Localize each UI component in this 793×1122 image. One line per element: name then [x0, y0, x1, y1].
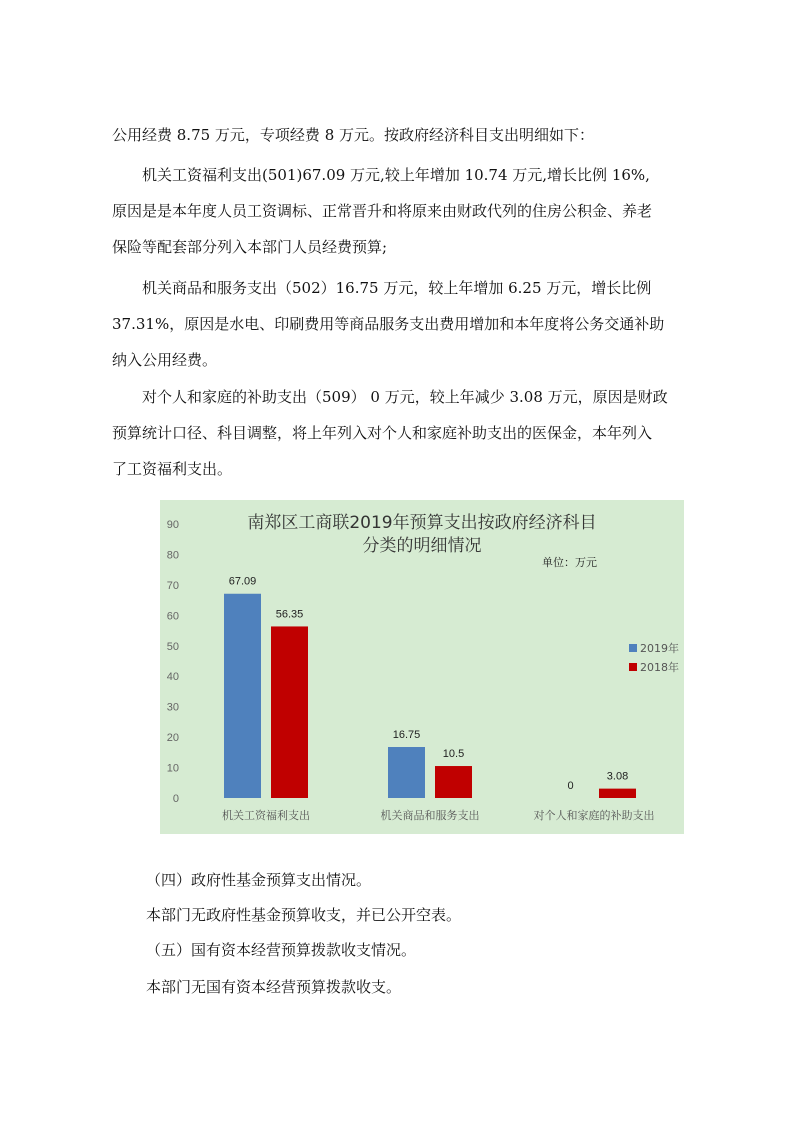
text-line: 了工资福利支出。	[112, 460, 233, 478]
paragraph-502	[112, 270, 692, 378]
section-5-body: 本部门无国有资本经营预算拨款收支。	[146, 978, 402, 996]
text-line: 保险等配套部分列入本部门人员经费预算;	[112, 238, 388, 256]
bar-2018	[599, 789, 636, 798]
y-tick-label: 30	[166, 701, 179, 714]
y-tick-label: 90	[166, 519, 179, 531]
data-label: 0	[567, 780, 574, 792]
text-line: 纳入公用经费。	[112, 351, 218, 369]
x-category-label: 对个人和家庭的补助支出	[533, 809, 655, 822]
bar-chart	[160, 500, 684, 834]
y-tick-label: 60	[166, 610, 179, 623]
text-line: 37.31%，原因是水电、印刷费用等商品服务支出费用增加和本年度将公务交通补助	[112, 315, 665, 333]
y-tick-label: 50	[166, 640, 179, 653]
y-tick-label: 70	[166, 579, 179, 592]
y-tick-label: 80	[166, 549, 179, 562]
section-5-title: （五）国有资本经营预算拨款收支情况。	[146, 941, 417, 959]
data-label: 10.5	[442, 748, 465, 761]
bar-2018	[435, 766, 472, 798]
text-line: 公用经费 8.75 万元，专项经费 8 万元。按政府经济科目支出明细如下：	[112, 126, 595, 144]
section-4-title: （四）政府性基金预算支出情况。	[146, 871, 372, 889]
y-tick-label: 20	[166, 732, 179, 745]
data-label: 56.35	[275, 608, 304, 621]
y-tick-label: 10	[166, 762, 179, 775]
text-line: 预算统计口径、科目调整，将上年列入对个人和家庭补助支出的医保金，本年列入	[112, 424, 653, 442]
chart-svg	[160, 500, 684, 834]
y-tick-label: 40	[166, 671, 179, 684]
bar-2018	[271, 626, 308, 798]
legend-swatch	[629, 644, 637, 652]
chart-title-line-2: 分类的明细情况	[362, 536, 482, 556]
section-4-body: 本部门无政府性基金预算收支，并已公开空表。	[146, 906, 462, 924]
x-category-label: 机关工资福利支出	[222, 809, 310, 822]
data-label: 67.09	[228, 575, 257, 588]
text-line: 机关商品和服务支出（502）16.75 万元，较上年增加 6.25 万元，增长比例	[142, 279, 652, 297]
legend-label: 2018年	[640, 661, 679, 674]
y-tick-label: 0	[172, 793, 179, 805]
data-label: 16.75	[392, 729, 421, 742]
bar-2019	[224, 594, 261, 798]
legend-label: 2019年	[640, 642, 679, 655]
text-line: 原因是是本年度人员工资调标、正常晋升和将原来由财政代列的住房公积金、养老	[112, 202, 653, 220]
paragraph-501	[112, 157, 692, 265]
paragraph-top	[112, 117, 692, 153]
legend-swatch	[629, 663, 637, 671]
bar-2019	[388, 747, 425, 798]
text-line: 机关工资福利支出(501)67.09 万元,较上年增加 10.74 万元,增长比例 16%,	[142, 166, 650, 184]
paragraph-509	[112, 379, 692, 487]
chart-title-line-1: 南郑区工商联2019年预算支出按政府经济科目	[247, 513, 597, 533]
text-line: 对个人和家庭的补助支出（509） 0 万元，较上年减少 3.08 万元，原因是财政	[142, 388, 668, 406]
data-label: 3.08	[606, 770, 629, 783]
x-category-label: 机关商品和服务支出	[380, 809, 480, 822]
chart-unit-note: 单位：万元	[542, 556, 597, 569]
